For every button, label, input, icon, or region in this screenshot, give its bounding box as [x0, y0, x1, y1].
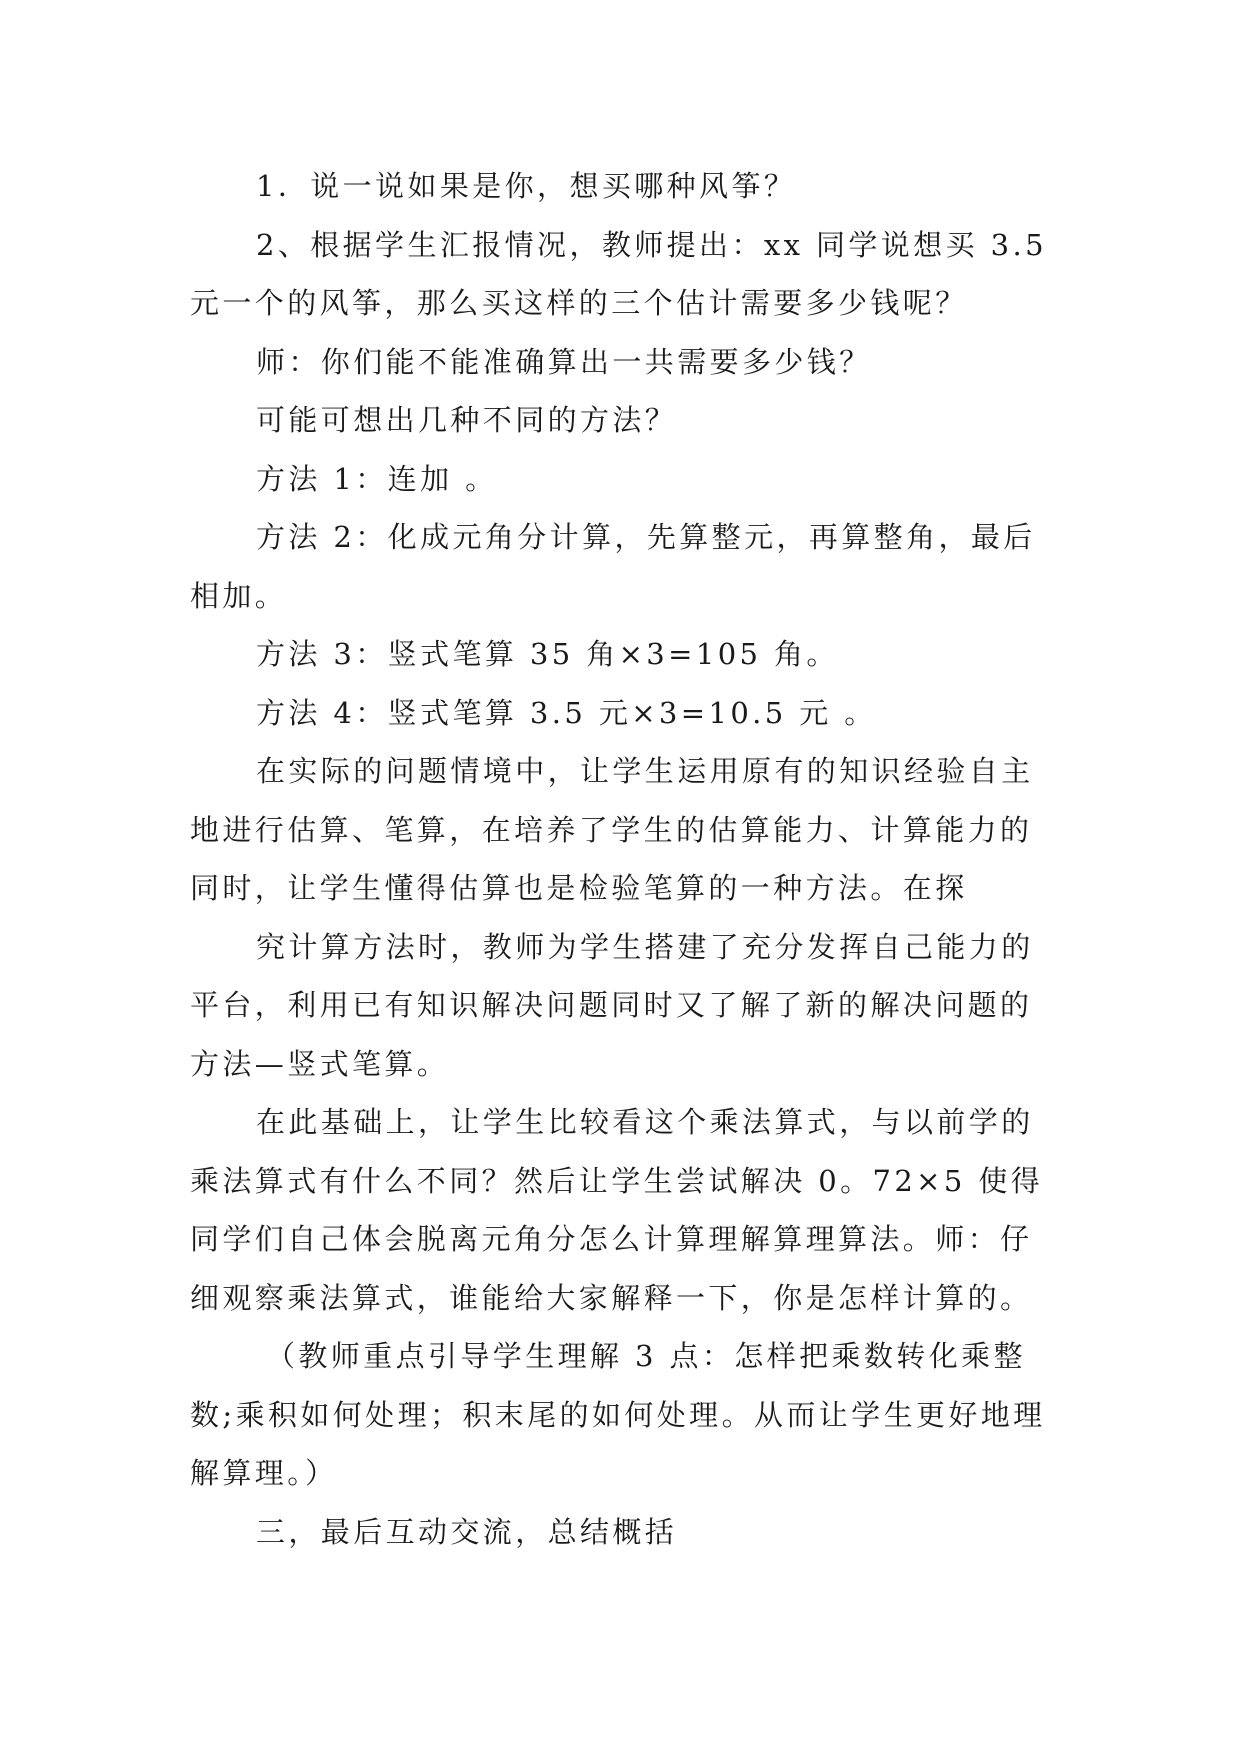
paragraph-method-1: 方法 1：连加 。: [256, 461, 498, 496]
paragraph-method-2: 方法 2：化成元角分计算，先算整元，再算整角，最后相加。: [190, 520, 1036, 613]
paragraph-question-1: 1．说一说如果是你，想买哪种风筝？: [256, 169, 797, 203]
paragraph-reflection-1: 在实际的问题情境中，让学生运用原有的知识经验自主地进行估算、笔算，在培养了学生的估算能力、计算能力的同时，让学生懂得估算也是检验笔算的一种方法。在探: [190, 754, 1034, 905]
paragraph-reflection-2: 究计算方法时，教师为学生搭建了充分发挥自己能力的平台，利用已有知识解决问题同时又了解了新的解决问题的方法—竖式笔算。: [190, 929, 1034, 1081]
paragraph-methods-intro: 可能可想出几种不同的方法？: [256, 403, 678, 437]
paragraph-teacher-question: 师：你们能不能准确算出一共需要多少钱？: [256, 344, 872, 379]
paragraph-method-3: 方法 3：竖式笔算 35 角×3=105 角。: [256, 637, 839, 671]
document-body: [190, 157, 1050, 1561]
paragraph-method-4: 方法 4：竖式笔算 3.5 元×3=10.5 元 。: [256, 695, 877, 730]
paragraph-comparison: 在此基础上，让学生比较看这个乘法算式，与以前学的乘法算式有什么不同？然后让学生尝试解决 0。72×5 使得同学们自己体会脱离元角分怎么计算理解算理算法。师：仔细观察乘法算式，谁能给大家解释一下，你是怎样计算的。: [190, 1105, 1044, 1315]
paragraph-teacher-guidance: （教师重点引导学生理解 3 点：怎样把乘数转化乘整数;乘积如何处理；积末尾的如何处理。从而让学生更好地理解算理。）: [190, 1339, 1046, 1490]
paragraph-teacher-proposal: 2、根据学生汇报情况，教师提出：xx 同学说想买 3.5 元一个的风筝，那么买这样的三个估计需要多少钱呢？: [190, 227, 1047, 320]
paragraph-section-3-heading: 三，最后互动交流，总结概括: [256, 1514, 678, 1549]
